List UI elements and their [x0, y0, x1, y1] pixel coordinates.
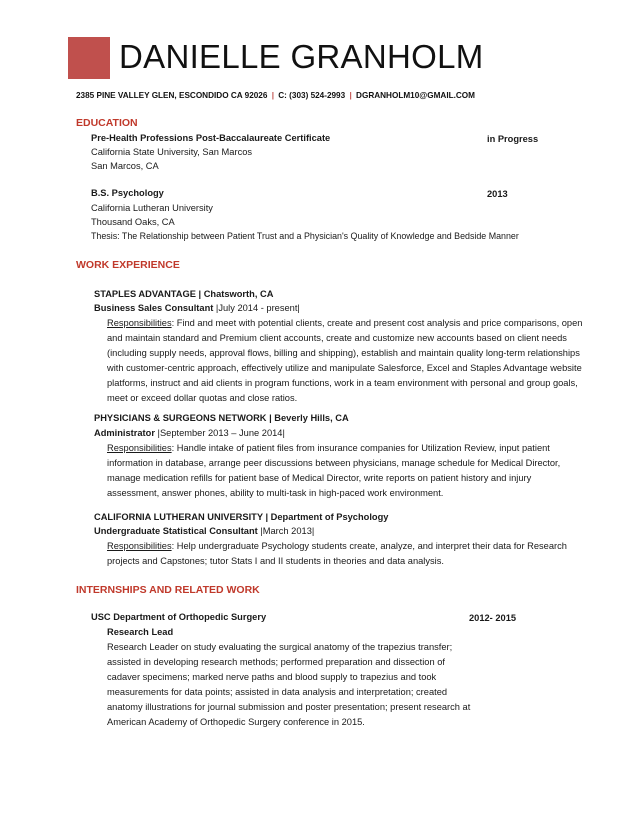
degree-date: in Progress: [487, 134, 539, 144]
degree: Pre-Health Professions Post-Baccalaureate Certificate: [91, 133, 331, 143]
job-title-line: [94, 429, 285, 438]
school: California State University, San Marcos: [91, 147, 253, 157]
job-dates: |September 2013 – June 2014|: [154, 428, 285, 438]
responsibilities: [107, 316, 583, 406]
separator: |: [349, 91, 352, 100]
degree-date: 2013: [487, 189, 508, 199]
work-heading: WORK EXPERIENCE: [76, 259, 180, 271]
thesis: Thesis: The Relationship between Patient Trust and a Physician's Quality of Knowledge and Bedside Manner: [91, 231, 519, 241]
school-location: San Marcos, CA: [91, 161, 159, 171]
separator: |: [271, 91, 274, 100]
education-heading: EDUCATION: [76, 117, 138, 129]
candidate-name: DANIELLE GRANHOLM: [119, 38, 484, 75]
internship-role: Research Lead: [107, 627, 174, 637]
responsibilities: [107, 539, 583, 569]
responsibilities-label: Responsibilities: [107, 443, 172, 453]
job-title: Administrator: [94, 428, 155, 438]
job-title-line: [94, 304, 300, 313]
degree: B.S. Psychology: [91, 188, 164, 198]
employer: PHYSICIANS & SURGEONS NETWORK | Beverly Hills, CA: [94, 413, 349, 423]
employer: STAPLES ADVANTAGE | Chatsworth, CA: [94, 289, 274, 299]
school: California Lutheran University: [91, 203, 213, 213]
responsibilities-text: : Handle intake of patient files from insurance companies for Utilization Review, input patient information in database, arrange peer discussions between physicians, manage schedule for Medical Director, manage medication refills for patient base of Medical Director, write reports on patient history and injury assessment, answer phones, ability to multi-task in high-paced work environment.: [107, 443, 561, 498]
job-title: Undergraduate Statistical Consultant: [94, 526, 258, 536]
accent-square: [68, 37, 110, 79]
responsibilities: [107, 441, 583, 501]
address: 2385 PINE VALLEY GLEN, ESCONDIDO CA 92026: [76, 91, 268, 100]
job-title: Business Sales Consultant: [94, 303, 214, 313]
organization: USC Department of Orthopedic Surgery: [91, 612, 267, 622]
responsibilities-text: : Find and meet with potential clients, create and present cost analysis and price comparisons, open and maintain standard and Premium client accounts, create and customize new accounts based on client needs (including supply needs, approval flows, billing and shipping), establish and maintain quality long-term relationships with customer-centric approach, effectively utilize and manipulate Salesforce, Excel and Staples Advantage website platforms, instruct and aid clients in program functions, work in a team environment with personal and group goals, meet or exceed dollar quotas and close ratios.: [107, 318, 583, 403]
internship-date: 2012- 2015: [469, 613, 517, 623]
school-location: Thousand Oaks, CA: [91, 217, 175, 227]
responsibilities-text: : Help undergraduate Psychology students create, analyze, and interpret their data for Research projects and Capstones; tutor Stats I and II students in theories and data analysis.: [107, 541, 567, 566]
phone: C: (303) 524-2993: [278, 91, 346, 100]
job-dates: |July 2014 - present|: [213, 303, 300, 313]
contact-line: [76, 91, 475, 100]
employer: CALIFORNIA LUTHERAN UNIVERSITY | Department of Psychology: [94, 512, 389, 522]
job-title-line: [94, 527, 314, 536]
email: DGRANHOLM10@GMAIL.COM: [356, 91, 475, 100]
internships-heading: INTERNSHIPS AND RELATED WORK: [76, 584, 260, 596]
job-dates: |March 2013|: [257, 526, 315, 536]
responsibilities-label: Responsibilities: [107, 318, 172, 328]
responsibilities-label: Responsibilities: [107, 541, 172, 551]
internship-description: Research Leader on study evaluating the surgical anatomy of the trapezius transfer; assisted in developing research methods; performed preparation and dissection of cadaver specimens; marked nerve paths and blood supply to trapezius and took measurements for data points; assisted in data analysis and interpretation; created anatomy illustrations for journal submission and poster presentation; present research at American Academy of Orthopedic Surgery conference in 2015.: [107, 642, 471, 727]
